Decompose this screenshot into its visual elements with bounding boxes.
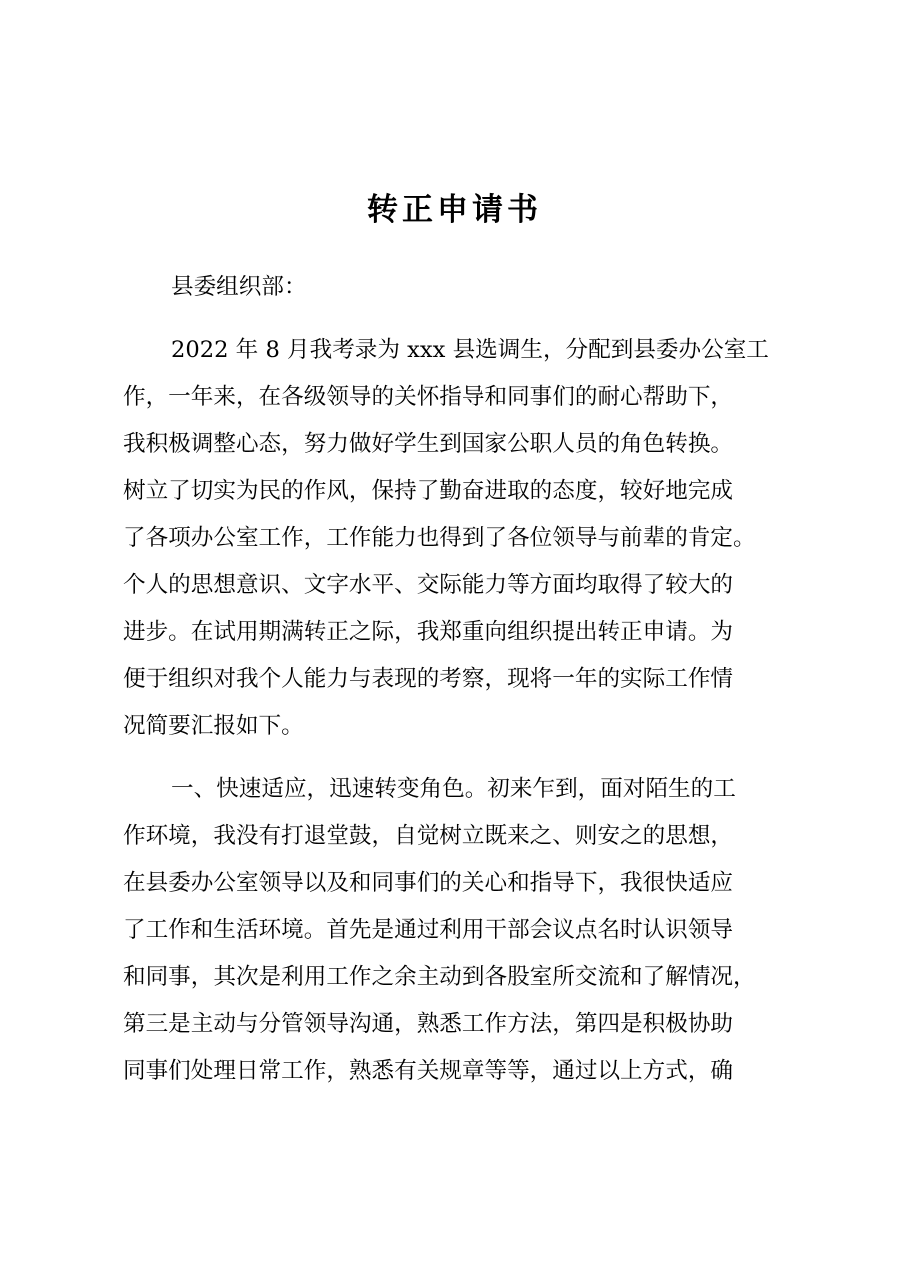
paragraph-line: 况简要汇报如下。 [123, 713, 304, 739]
paragraph-intro [123, 327, 803, 750]
paragraph-line: 作，一年来，在各级领导的关怀指导和同事们的耐心帮助下， [123, 384, 734, 410]
paragraph-line: 同事们处理日常工作，熟悉有关规章等等，通过以上方式，确 [123, 1058, 734, 1084]
document-title: 转正申请书 [367, 192, 542, 228]
paragraph-line: 进步。在试用期满转正之际，我郑重向组织提出转正申请。为 [123, 619, 734, 645]
paragraph-line: 树立了切实为民的作风，保持了勤奋进取的态度，较好地完成 [123, 478, 734, 504]
paragraph-line: 便于组织对我个人能力与表现的考察，现将一年的实际工作情 [123, 666, 734, 692]
paragraph-line: 了工作和生活环境。首先是通过利用干部会议点名时认识领导 [123, 917, 734, 943]
salutation: 县委组织部： [171, 274, 307, 300]
paragraph-line: 2022 年 8 月我考录为 xxx 县选调生，分配到县委办公室工 [171, 337, 769, 363]
paragraph-line: 一、快速适应，迅速转变角色。初来乍到，面对陌生的工 [171, 776, 736, 802]
paragraph-line: 第三是主动与分管领导沟通，熟悉工作方法，第四是积极协助 [123, 1011, 734, 1037]
paragraph-line: 我积极调整心态，努力做好学生到国家公职人员的角色转换。 [123, 431, 734, 457]
paragraph-line: 作环境，我没有打退堂鼓，自觉树立既来之、则安之的思想， [123, 823, 734, 849]
paragraph-line: 了各项办公室工作，工作能力也得到了各位领导与前辈的肯定。 [123, 525, 756, 551]
document-body [123, 264, 803, 1095]
paragraph-line: 在县委办公室领导以及和同事们的关心和指导下，我很快适应 [123, 870, 734, 896]
paragraph-section-one [123, 766, 803, 1095]
paragraph-line: 和同事，其次是利用工作之余主动到各股室所交流和了解情况， [123, 964, 756, 990]
paragraph-line: 个人的思想意识、文字水平、交际能力等方面均取得了较大的 [123, 572, 734, 598]
